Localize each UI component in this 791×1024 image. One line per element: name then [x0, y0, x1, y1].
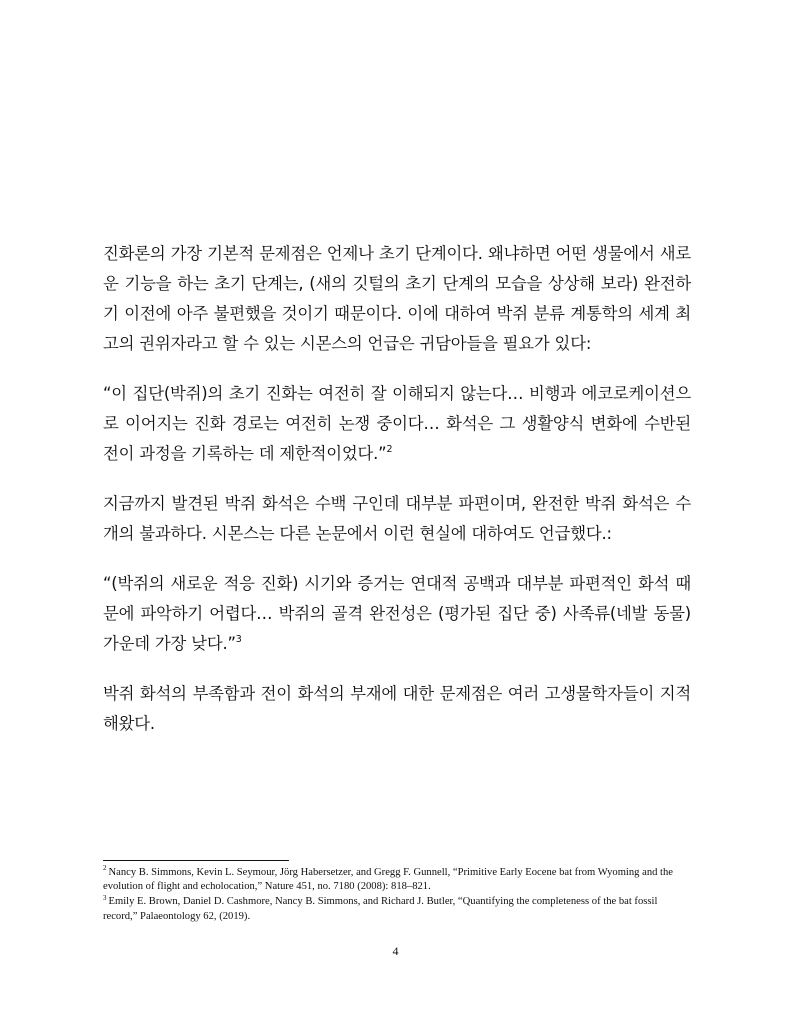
footnote-2-number: 2	[103, 864, 107, 873]
body-text	[103, 239, 691, 759]
page-number: 4	[392, 944, 399, 958]
paragraph-1	[103, 239, 691, 359]
paragraph-3	[103, 489, 691, 549]
paragraph-1-text: 진화론의 가장 기본적 문제점은 언제나 초기 단계이다. 왜냐하면 어떤 생물에서 새로운 기능을 하는 초기 단계는, (새의 깃털의 초기 단계의 모습을 상상해 보라) 완전하기 이전에 아주 불편했을 것이기 때문이다. 이에 대하여 박쥐 분류 계통학의 세계 최고의 권위자라고 할 수 있는 시몬스의 언급은 귀담아들을 필요가 있다:	[103, 244, 691, 353]
paragraph-2-quote	[103, 379, 691, 469]
footnotes	[103, 866, 693, 925]
paragraph-5	[103, 679, 691, 739]
footnote-ref-3[interactable]: 3	[235, 633, 242, 645]
footnote-3-number: 3	[103, 893, 107, 902]
footnote-2	[103, 866, 693, 894]
paragraph-3-text: 지금까지 발견된 박쥐 화석은 수백 구인데 대부분 파편이며, 완전한 박쥐 화석은 수 개의 불과하다. 시몬스는 다른 논문에서 이런 현실에 대하여도 언급했다.:	[103, 494, 691, 543]
footnote-3	[103, 895, 693, 923]
footnote-ref-2[interactable]: 2	[386, 443, 393, 455]
footnote-3-text: Emily E. Brown, Daniel D. Cashmore, Nancy B. Simmons, and Richard J. Butler, “Quantifying the completeness of the bat fossil record,” Palaeontology 62, (2019).	[103, 896, 658, 922]
paragraph-2-text: “이 집단(박쥐)의 초기 진화는 여전히 잘 이해되지 않는다… 비행과 에코로케이션으로 이어지는 진화 경로는 여전히 논쟁 중이다… 화석은 그 생활양식 변화에 수반된 전이 과정을 기록하는 데 제한적이었다.”	[103, 384, 691, 463]
paragraph-5-text: 박쥐 화석의 부족함과 전이 화석의 부재에 대한 문제점은 여러 고생물학자들이 지적해왔다.	[103, 684, 691, 733]
paragraph-4-text: “(박쥐의 새로운 적응 진화) 시기와 증거는 연대적 공백과 대부분 파편적인 화석 때문에 파악하기 어렵다… 박쥐의 골격 완전성은 (평가된 집단 중) 사족류(네발 동물) 가운데 가장 낮다.”	[103, 574, 691, 653]
paragraph-4-quote	[103, 569, 691, 659]
footnote-2-text: Nancy B. Simmons, Kevin L. Seymour, Jörg Habersetzer, and Gregg F. Gunnell, “Primitive Early Eocene bat from Wyoming and the evolution of flight and echolocation,” Nature 451, no. 7180 (2008): 818–821.	[103, 867, 674, 893]
footnote-divider	[103, 860, 289, 861]
